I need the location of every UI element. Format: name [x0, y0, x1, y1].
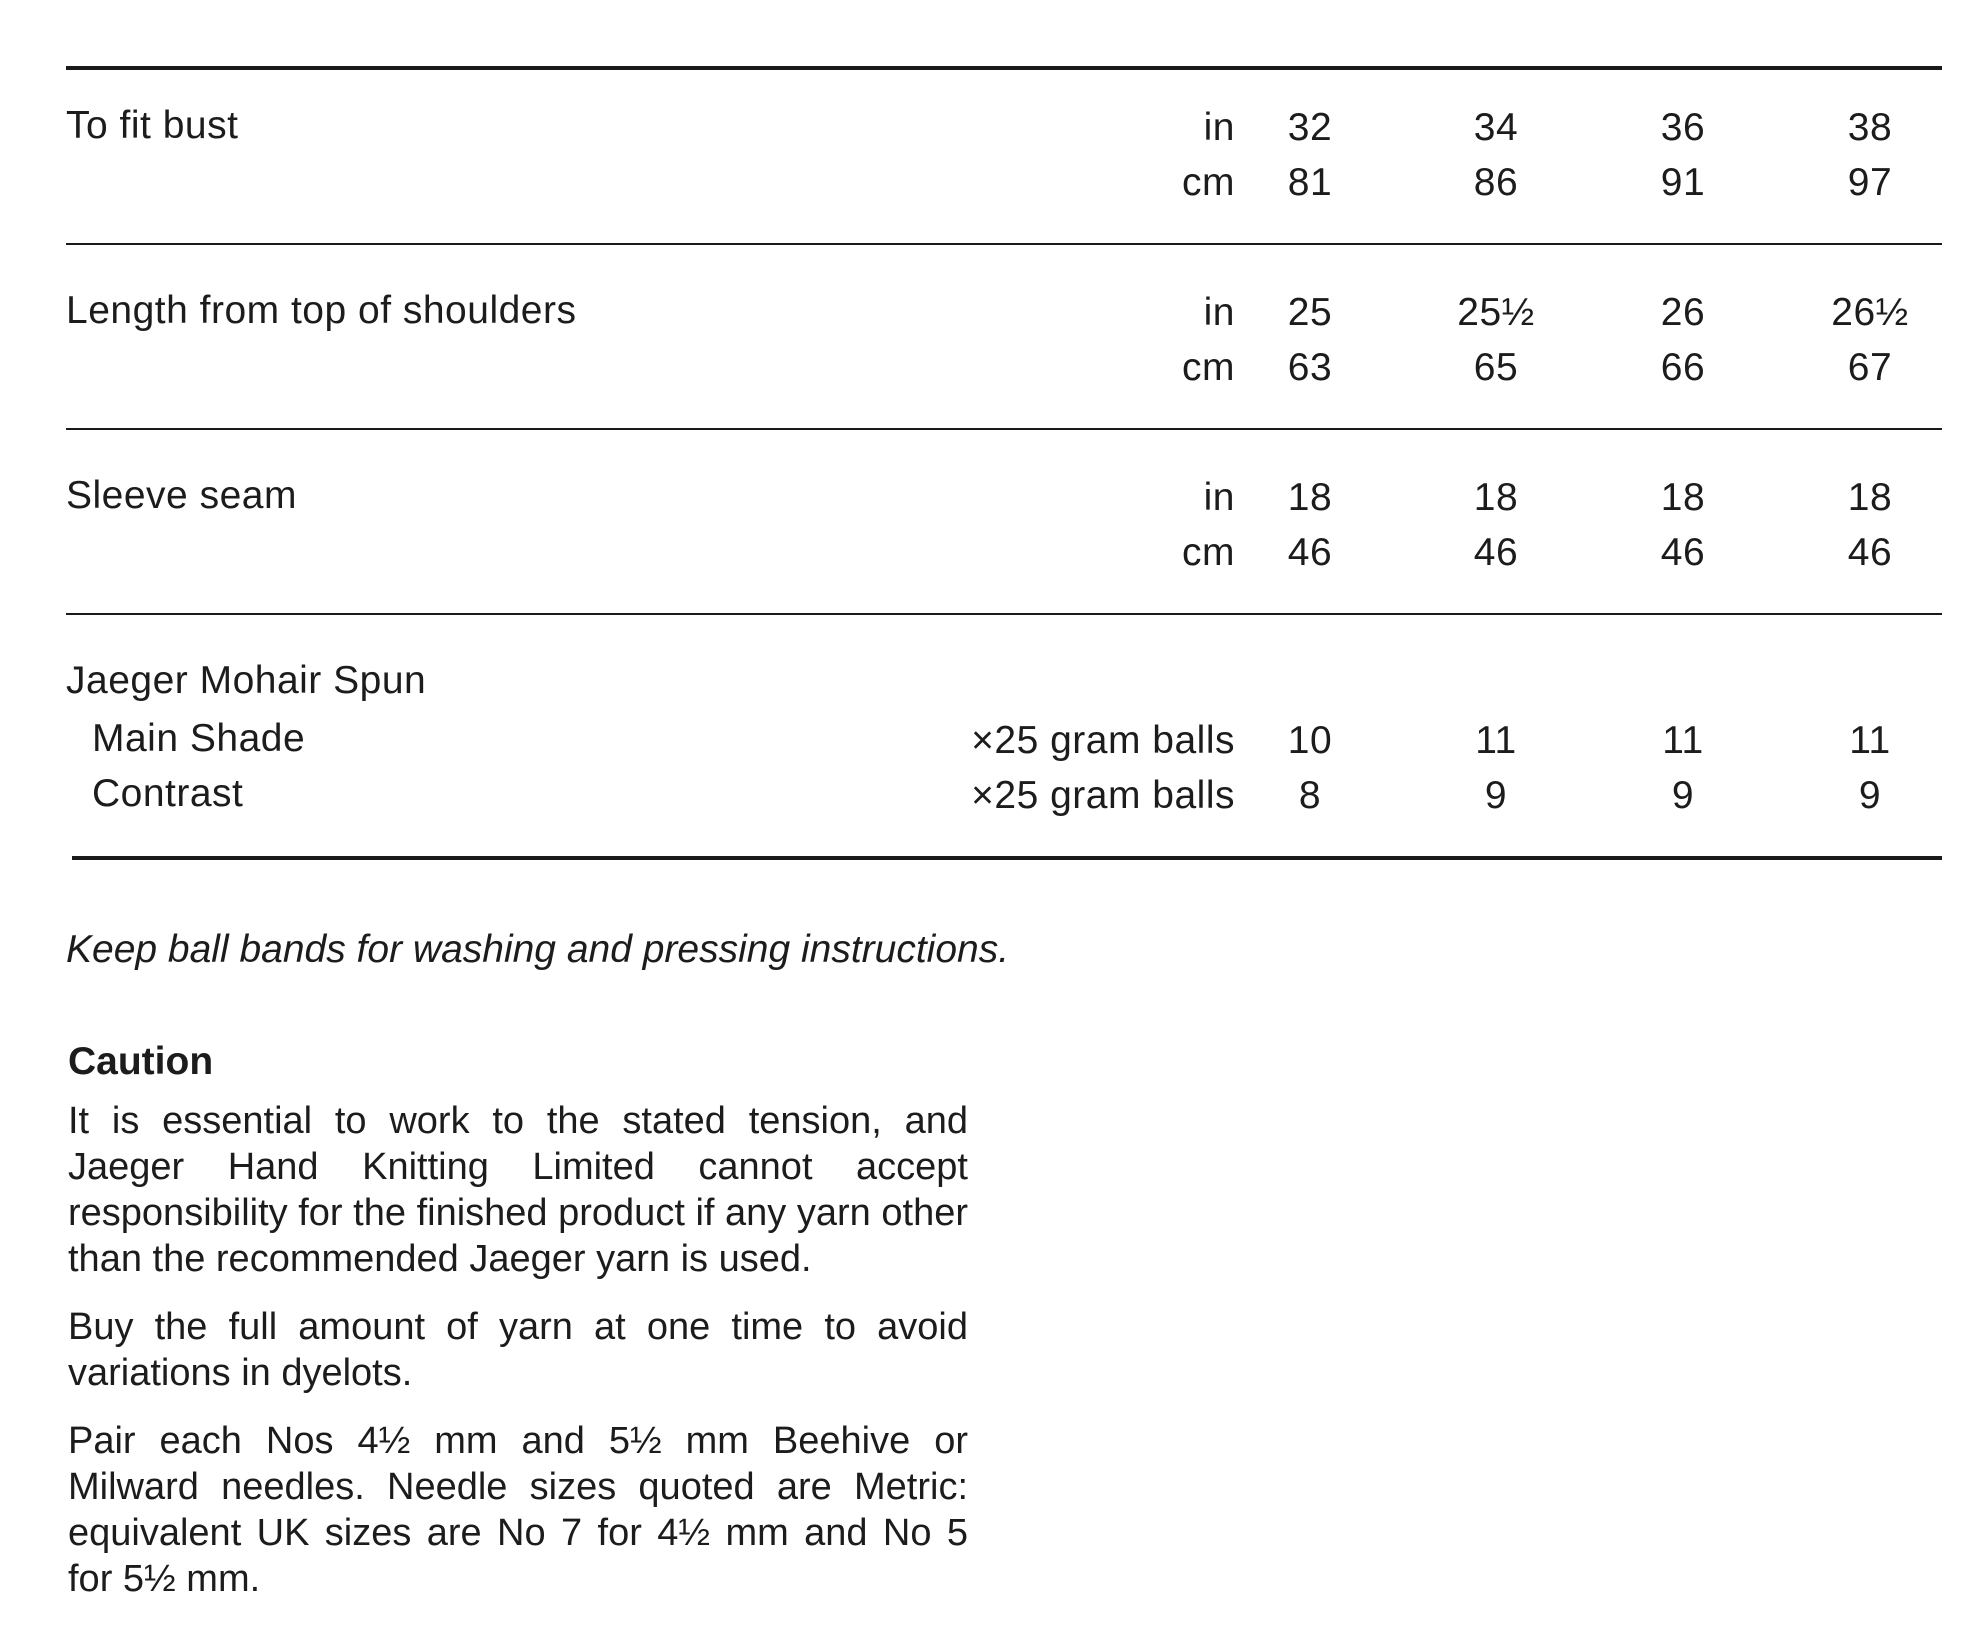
row-label-sleeve: Sleeve seam	[66, 474, 297, 517]
unit-cm: cm	[1182, 346, 1235, 389]
table-top-rule	[66, 66, 1942, 70]
yarn-main-shade-label: Main Shade	[92, 717, 306, 760]
table-cell: 46	[1473, 531, 1519, 574]
caution-paragraph: It is essential to work to the stated tension, and Jaeger Hand Knitting Limited cannot accept responsibility for the finished product if any yarn other than the recommended Jaeger yarn is used.	[68, 1100, 968, 1280]
table-cell: 9	[1484, 774, 1508, 817]
unit-in: in	[1203, 106, 1235, 149]
table-cell: 97	[1847, 161, 1893, 204]
caution-heading: Caution	[68, 1040, 214, 1083]
table-cell: 25½	[1457, 291, 1535, 334]
table-cell: 66	[1660, 346, 1706, 389]
table-cell: 11	[1849, 719, 1891, 762]
table-cell: 46	[1847, 531, 1893, 574]
unit-in: in	[1203, 291, 1235, 334]
table-cell: 86	[1473, 161, 1519, 204]
table-cell: 9	[1858, 774, 1882, 817]
table-cell: 46	[1287, 531, 1333, 574]
table-bottom-rule	[72, 856, 1942, 860]
table-cell: 18	[1847, 476, 1893, 519]
table-cell: 9	[1671, 774, 1695, 817]
unit-cm: cm	[1182, 161, 1235, 204]
table-cell: 91	[1660, 161, 1706, 204]
table-cell: 26½	[1831, 291, 1909, 334]
table-cell: 18	[1660, 476, 1706, 519]
table-cell: 63	[1287, 346, 1333, 389]
table-cell: 26	[1660, 291, 1706, 334]
row-divider	[66, 243, 1942, 245]
table-cell: 18	[1473, 476, 1519, 519]
table-cell: 65	[1473, 346, 1519, 389]
table-cell: 81	[1287, 161, 1333, 204]
table-cell: 25	[1287, 291, 1333, 334]
row-label-length: Length from top of shoulders	[66, 289, 577, 332]
row-divider	[66, 613, 1942, 615]
row-divider	[66, 428, 1942, 430]
table-cell: 10	[1287, 719, 1333, 762]
caution-paragraph: Pair each Nos 4½ mm and 5½ mm Beehive or Milward needles. Needle sizes quoted are Metric: equivalent UK sizes are No 7 for 4½ mm and No 5 for 5½ mm.	[68, 1420, 968, 1600]
unit-in: in	[1203, 476, 1235, 519]
table-cell: 36	[1660, 106, 1706, 149]
table-cell: 32	[1287, 106, 1333, 149]
table-cell: 34	[1473, 106, 1519, 149]
yarn-unit: ×25 gram balls	[971, 774, 1235, 817]
yarn-contrast-label: Contrast	[92, 772, 244, 815]
row-label-bust: To fit bust	[66, 104, 239, 147]
table-cell: 8	[1298, 774, 1322, 817]
caution-paragraph: Buy the full amount of yarn at one time to avoid variations in dyelots.	[68, 1306, 968, 1394]
table-cell: 11	[1475, 719, 1517, 762]
yarn-title: Jaeger Mohair Spun	[66, 659, 427, 702]
table-cell: 46	[1660, 531, 1706, 574]
unit-cm: cm	[1182, 531, 1235, 574]
table-cell: 11	[1662, 719, 1704, 762]
yarn-unit: ×25 gram balls	[971, 719, 1235, 762]
table-cell: 18	[1287, 476, 1333, 519]
table-cell: 67	[1847, 346, 1893, 389]
table-cell: 38	[1847, 106, 1893, 149]
ball-band-note: Keep ball bands for washing and pressing instructions.	[66, 928, 1010, 971]
